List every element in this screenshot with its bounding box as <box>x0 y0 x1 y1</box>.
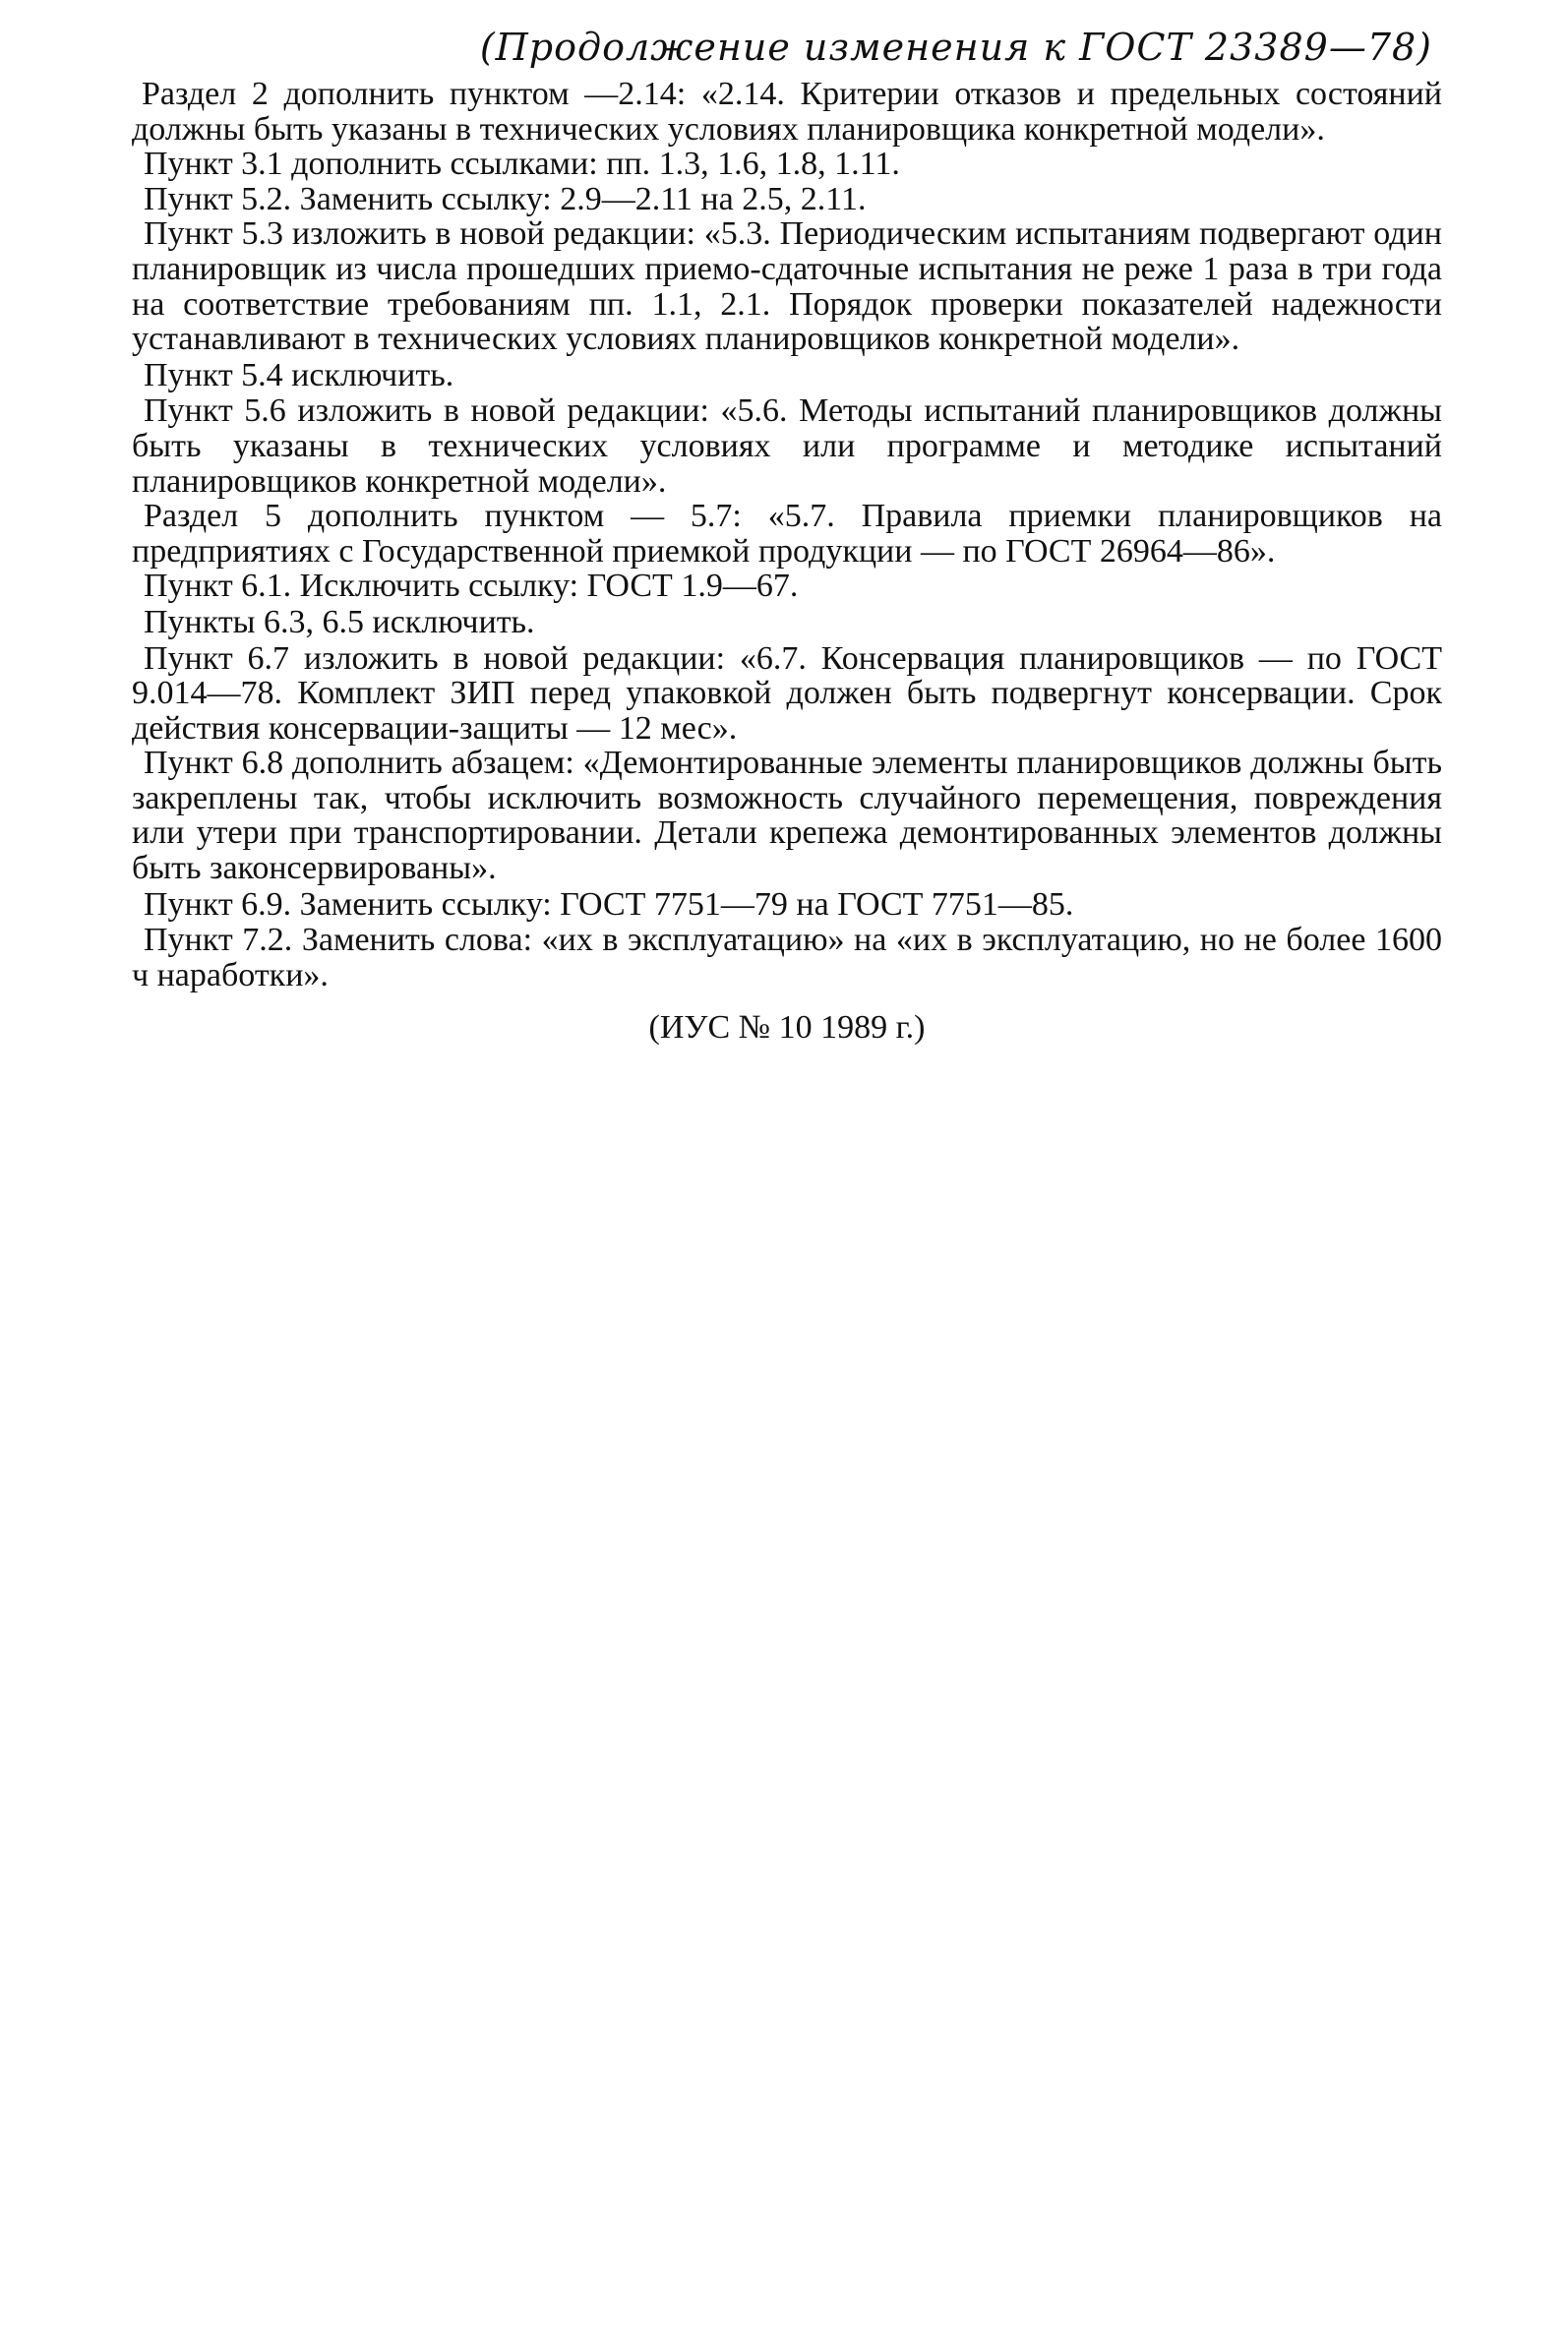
paragraph-section-2-add: Раздел 2 дополнить пунктом —2.14: «2.14. Критерии отказов и предельных состояний должны быть указаны в технических условиях планировщика конкретной модели». <box>132 76 1442 148</box>
document-body <box>132 77 1442 1046</box>
paragraph-item-5-4: Пункт 5.4 исключить. <box>144 356 454 393</box>
paragraph-item-5-6: Пункт 5.6 изложить в новой редакции: «5.6. Методы испытаний планировщиков должны быть указаны в технических условиях или программе и методике испытаний планировщиков конкретной модели». <box>132 392 1442 500</box>
paragraph-item-5-2: Пункт 5.2. Заменить ссылку: 2.9—2.11 на 2.5, 2.11. <box>144 180 867 217</box>
page-header: (Продолжение изменения к ГОСТ 23389—78) <box>479 26 1432 69</box>
paragraph-item-6-9: Пункт 6.9. Заменить ссылку: ГОСТ 7751—79 на ГОСТ 7751—85. <box>144 885 1074 923</box>
paragraph-items-6-3-6-5: Пункты 6.3, 6.5 исключить. <box>144 603 535 640</box>
paragraph-item-5-3: Пункт 5.3 изложить в новой редакции: «5.3. Периодическим испытаниям подвергают один планировщик из числа прошедших приемо-сдаточные испытания не реже 1 раза в три года на соответствие требованиям пп. 1.1, 2.1. Порядок проверки показателей надежности устанавливают в технических условиях планировщиков конкретной модели». <box>132 215 1442 358</box>
paragraph-item-7-2: Пункт 7.2. Заменить слова: «их в эксплуатацию» на «их в эксплуатацию, но не более 1600 ч наработки». <box>132 922 1442 993</box>
paragraph-item-6-7: Пункт 6.7 изложить в новой редакции: «6.7. Консервация планировщиков — по ГОСТ 9.014—78. Комплект ЗИП перед упаковкой должен быть подвергнут консервации. Срок действия консервации-защиты — 12 мес». <box>132 639 1442 747</box>
paragraph-item-3-1: Пункт 3.1 дополнить ссылками: пп. 1.3, 1.6, 1.8, 1.11. <box>144 146 900 183</box>
source-reference: (ИУС № 10 1989 г.) <box>648 1009 926 1047</box>
paragraph-section-5-add: Раздел 5 дополнить пунктом — 5.7: «5.7. Правила приемки планировщиков на предприятиях с Государственной приемкой продукции — по ГОСТ 26964—86». <box>132 498 1442 570</box>
paragraph-item-6-8: Пункт 6.8 дополнить абзацем: «Демонтированные элементы планировщиков должны быть закреплены так, чтобы исключить возможность случайного перемещения, повреждения или утери при транспортировании. Детали крепежа демонтированных элементов должны быть законсервированы». <box>132 745 1442 887</box>
paragraph-item-6-1: Пункт 6.1. Исключить ссылку: ГОСТ 1.9—67. <box>144 568 799 605</box>
